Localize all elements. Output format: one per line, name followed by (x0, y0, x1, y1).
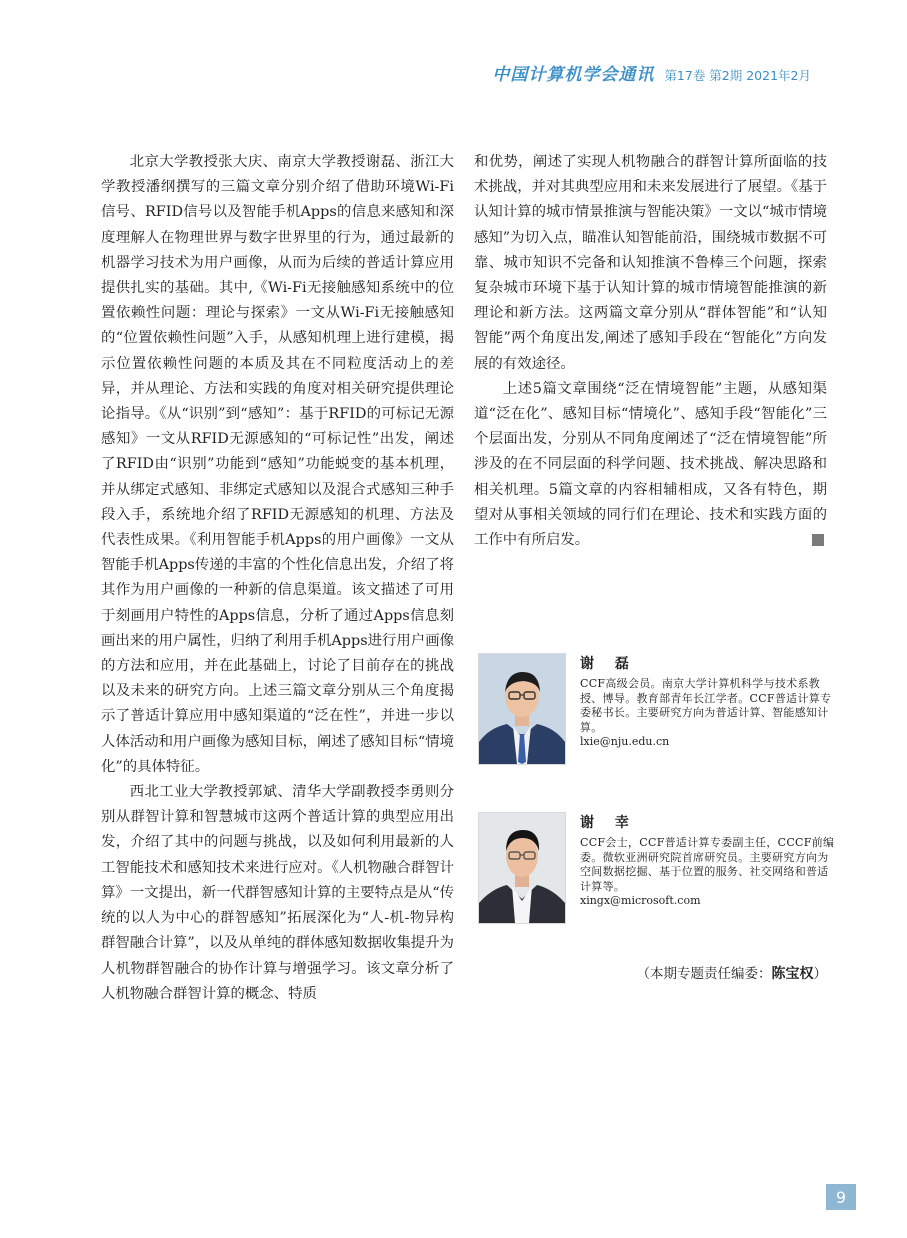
author-email: xingx@microsoft.com (580, 894, 701, 907)
editor-name: 陈宝权 (771, 966, 814, 982)
author-card (478, 653, 838, 768)
paragraph: 西北工业大学教授郭斌、清华大学副教授李勇则分别从群智计算和智慧城市这两个普适计算的典型应用出发，介绍了其中的问题与挑战，以及如何利用最新的人工智能技术和感知技术来进行应对。《人机物融合群智计算》一文提出，新一代群智感知计算的主要特点是从“传统的以人为中心的群智感知”拓展深化为“人-机-物异构群智融合计算”，以及从单纯的群体感知数据收集提升为人机物群智融合的协作计算与增强学习。该文章分析了人机物融合群智计算的概念、特质 (101, 784, 454, 1002)
author-bio: CCF会士，CCF普适计算专委副主任，CCCF前编委。微软亚洲研究院首席研究员。主要研究方向为空间数据挖掘、基于位置的服务、社交网络和普适计算等。 (580, 836, 835, 893)
paragraph (474, 377, 827, 553)
paragraph: 北京大学教授张大庆、南京大学教授谢磊、浙江大学教授潘纲撰写的三篇文章分别介绍了借助环境Wi-Fi信号、RFID信号以及智能手机Apps的信息来感知和深度理解人在物理世界与数字世界里的行为，通过最新的机器学习技术为用户画像，从而为后续的普适计算应用提供扎实的基础。其中,《Wi-Fi无接触感知系统中的位置依赖性问题：理论与探索》一文从Wi-Fi无接触感知的“位置依赖性问题”入手，从感知机理上进行建模，揭示位置依赖性问题的本质及其在不同粒度活动上的差异，并从理论、方法和实践的角度对相关研究提供理论论指导。《从“识别”到“感知”：基于RFID的可标记无源感知》一文从RFID无源感知的“可标记性”出发，阐述了RFID由“识别”功能到“感知”功能蜕变的基本机理，并从绑定式感知、非绑定式感知以及混合式感知三种手段入手，系统地介绍了RFID无源感知的机理、方法及代表性成果。《利用智能手机Apps的用户画像》一文从智能手机Apps传递的丰富的个性化信息出发，介绍了将其作为用户画像的一种新的信息渠道。该文描述了可用于刻画用户特性的Apps信息，分析了通过Apps信息刻画出来的用户属性，归纳了利用手机Apps进行用户画像的方法和应用，并在此基础上，讨论了目前存在的挑战以及未来的研究方向。上述三篇文章分别从三个角度揭示了普适计算应用中感知渠道的“泛在性”，并进一步以人体活动和用户画像为感知目标，阐述了感知目标“情境化”的具体特征。 (101, 154, 454, 775)
right-column (474, 150, 827, 553)
author-email: lxie@nju.edu.cn (580, 735, 670, 748)
author-info (580, 653, 838, 750)
author-name: 谢 磊 (580, 656, 637, 672)
author-bio: CCF高级会员。南京大学计算机科学与技术系教授、博导。教育部青年长江学者。CCF普适计算专委秘书长。主要研究方向为普适计算、智能感知计算。 (580, 677, 832, 734)
author-name: 谢 幸 (580, 815, 637, 831)
editor-suffix: ） (813, 966, 827, 982)
issue-info: 第17卷 第2期 2021年2月 (664, 68, 811, 83)
journal-logo: 中国计算机学会通讯 (492, 65, 655, 85)
guest-editor-note (637, 962, 828, 983)
author-card (478, 812, 838, 927)
end-of-article-mark (812, 534, 824, 546)
paragraph-continued: 和优势，阐述了实现人机物融合的群智计算所面临的技术挑战，并对其典型应用和未来发展进行了展望。《基于认知计算的城市情景推演与智能决策》一文以“城市情境感知”为切入点，瞄准认知智能前沿，围绕城市数据不可靠、城市知识不完备和认知推演不鲁棒三个问题，探索复杂城市环境下基于认知计算的城市情境智能推演的新理论和新方法。这两篇文章分别从“群体智能”和“认知智能”两个角度出发,阐述了感知手段在“智能化”方向发展的有效途径。 (474, 154, 827, 372)
left-column (101, 150, 454, 1007)
author-photo (478, 653, 566, 765)
editor-prefix: （本期专题责任编委： (636, 966, 772, 982)
author-info (580, 812, 838, 909)
paragraph-text: 上述5篇文章围绕“泛在情境智能”主题，从感知渠道“泛在化”、感知目标“情境化”、感知手段“智能化”三个层面出发，分别从不同角度阐述了“泛在情境智能”所涉及的在不同层面的科学问题、技术挑战、解决思路和相关机理。5篇文章的内容相辅相成，又各有特色，期望对从事相关领域的同行们在理论、技术和实践方面的工作中有所启发。 (474, 380, 827, 549)
author-photo (478, 812, 566, 924)
running-header (492, 60, 811, 85)
page-number: 9 (826, 1184, 856, 1210)
